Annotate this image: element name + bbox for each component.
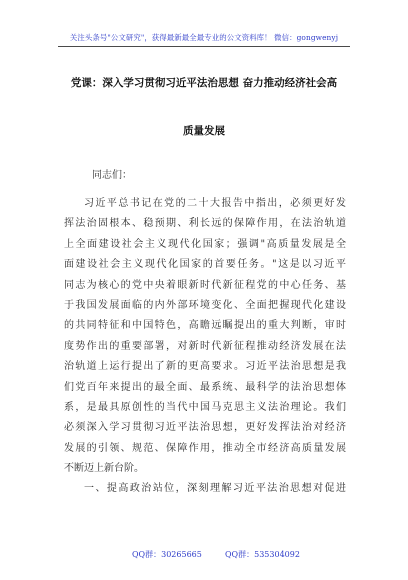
footer [0, 549, 408, 563]
document-title-line-1: 党课：深入学习贯彻习近平法治思想 奋力推动经济社会高 [70, 77, 338, 89]
body-line: 同志为核心的党中央着眼新时代新征程党的中心任务、基 [64, 279, 346, 291]
salutation: 同志们： [92, 170, 132, 181]
footer-qq-group-1: QQ群：30265665 [132, 550, 202, 559]
body-line: 必须深入学习贯彻习近平法治思想，更好发挥法治对经济 [64, 422, 346, 434]
header-banner: 关注头条号"公文研究"，获得最新最全最专业的公文资料库！ 微信：gongwenyj [69, 33, 339, 42]
body-line: 度势作出的重要部署，对新时代新征程推动经济发展在法 [64, 340, 346, 352]
body-line: 于我国发展面临的内外部环境变化、全面把握现代化建设 [64, 299, 346, 311]
body-text [64, 194, 346, 500]
header-divider [58, 46, 350, 47]
body-line: 们党百年来提出的最全面、最系统、最科学的法治思想体 [64, 381, 346, 393]
body-line: 习近平总书记在党的二十大报告中指出，必须更好发 [84, 198, 346, 209]
body-line: 治轨道上运行提出了新的更高要求。习近平法治思想是我 [64, 361, 346, 373]
body-line: 挥法治固根本、稳预期、利长远的保障作用，在法治轨道 [64, 218, 346, 230]
document-title-line-2: 质量发展 [183, 125, 225, 137]
body-line: 上全面建设社会主义现代化国家；强调"高质量发展是全 [64, 238, 346, 250]
body-line: 系，是最具原创性的当代中国马克思主义法治理论。我们 [64, 401, 346, 413]
body-line: 的共同特征和中国特色，高瞻远瞩提出的重大判断，审时 [64, 320, 346, 332]
body-line: 面建设社会主义现代化国家的首要任务。"这是以习近平 [64, 259, 346, 271]
body-line: 不断迈上新台阶。 [64, 463, 144, 475]
section-heading-line: 一、提高政治站位，深刻理解习近平法治思想对促进 [84, 483, 346, 495]
footer-qq-group-2: QQ群：535304092 [225, 550, 300, 559]
body-line: 发展的引领、规范、保障作用，推动全市经济高质量发展 [64, 442, 346, 454]
